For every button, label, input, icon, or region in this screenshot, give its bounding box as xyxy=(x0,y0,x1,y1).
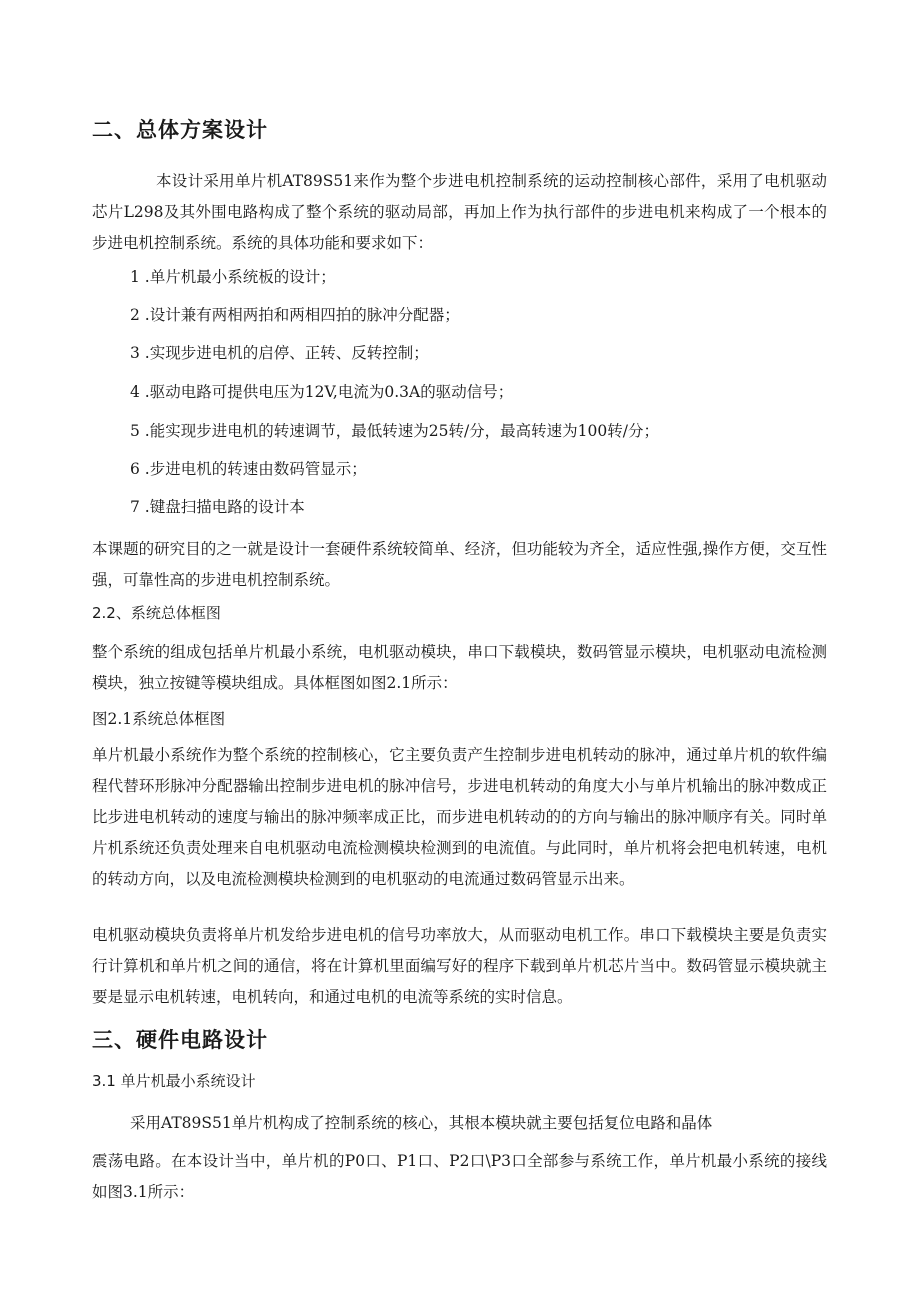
requirement-item: 5 .能实现步进电机的转速调节，最低转速为25转/分，最高转速为100转/分； xyxy=(130,422,659,440)
mcu-description-paragraph: 单片机最小系统作为整个系统的控制核心，它主要负责产生控制步进电机转动的脉冲，通过单片机的软件编程代替环形脉冲分配器输出控制步进电机的脉冲信号，步进电机转动的角度大小与单片机输出的脉冲数成正比步进电机转动的速度与输出的脉冲频率成正比，而步进电机转动的的方向与输出的脉冲顺序有关。同时单片机系统还负责处理来自电机驱动电流检测模块检测到的电流值。与此同时，单片机将会把电机转速，电机的转动方向，以及电流检测模块检测到的电机驱动的电流通过数码管显示出来。 xyxy=(92,746,827,888)
section2-title: 二、总体方案设计 xyxy=(92,118,268,142)
section3-line1: 采用AT89S51单片机构成了控制系统的核心，其根本模块就主要包括复位电路和晶体 xyxy=(130,1114,713,1132)
section2-intro: 本设计采用单片机AT89S51来作为整个步进电机控制系统的运动控制核心部件，采用了电机驱动芯片L298及其外围电路构成了整个系统的驱动局部，再加上作为执行部件的步进电机来构成了一个根本的步进电机控制系统。系统的具体功能和要求如下： xyxy=(92,172,827,252)
driver-description-paragraph: 电机驱动模块负责将单片机发给步进电机的信号功率放大，从而驱动电机工作。串口下载模块主要是负责实行计算机和单片机之间的通信，将在计算机里面编写好的程序下载到单片机芯片当中。数码管显示模块就主要是显示电机转速，电机转向，和通过电机的电流等系统的实时信息。 xyxy=(92,926,827,1006)
requirement-item: 1 .单片机最小系统板的设计； xyxy=(130,268,336,286)
requirement-item: 6 .步进电机的转速由数码管显示； xyxy=(130,460,367,478)
figure-caption: 图2.1系统总体框图 xyxy=(92,710,226,728)
subheading-3-1: 3.1 单片机最小系统设计 xyxy=(92,1072,256,1090)
purpose-paragraph: 本课题的研究目的之一就是设计一套硬件系统较简单、经济，但功能较为齐全，适应性强,操作方便，交互性强，可靠性高的步进电机控制系统。 xyxy=(92,540,827,589)
section3-title: 三、硬件电路设计 xyxy=(92,1028,268,1052)
requirement-item: 7 .键盘扫描电路的设计本 xyxy=(130,498,305,516)
composition-paragraph: 整个系统的组成包括单片机最小系统，电机驱动模块，串口下载模块，数码管显示模块，电机驱动电流检测模块，独立按键等模块组成。具体框图如图2.1所示： xyxy=(92,643,827,692)
requirement-item: 4 .驱动电路可提供电压为12V,电流为0.3A的驱动信号； xyxy=(130,383,514,401)
requirement-item: 3 .实现步进电机的启停、正转、反转控制； xyxy=(130,344,429,362)
requirement-item: 2 .设计兼有两相两拍和两相四拍的脉冲分配器； xyxy=(130,306,460,324)
subheading-2-2: 2.2、系统总体框图 xyxy=(92,604,221,622)
section3-line2: 震荡电路。在本设计当中，单片机的P0口、P1口、P2口\P3口全部参与系统工作，单片机最小系统的接线如图3.1所示： xyxy=(92,1152,827,1201)
